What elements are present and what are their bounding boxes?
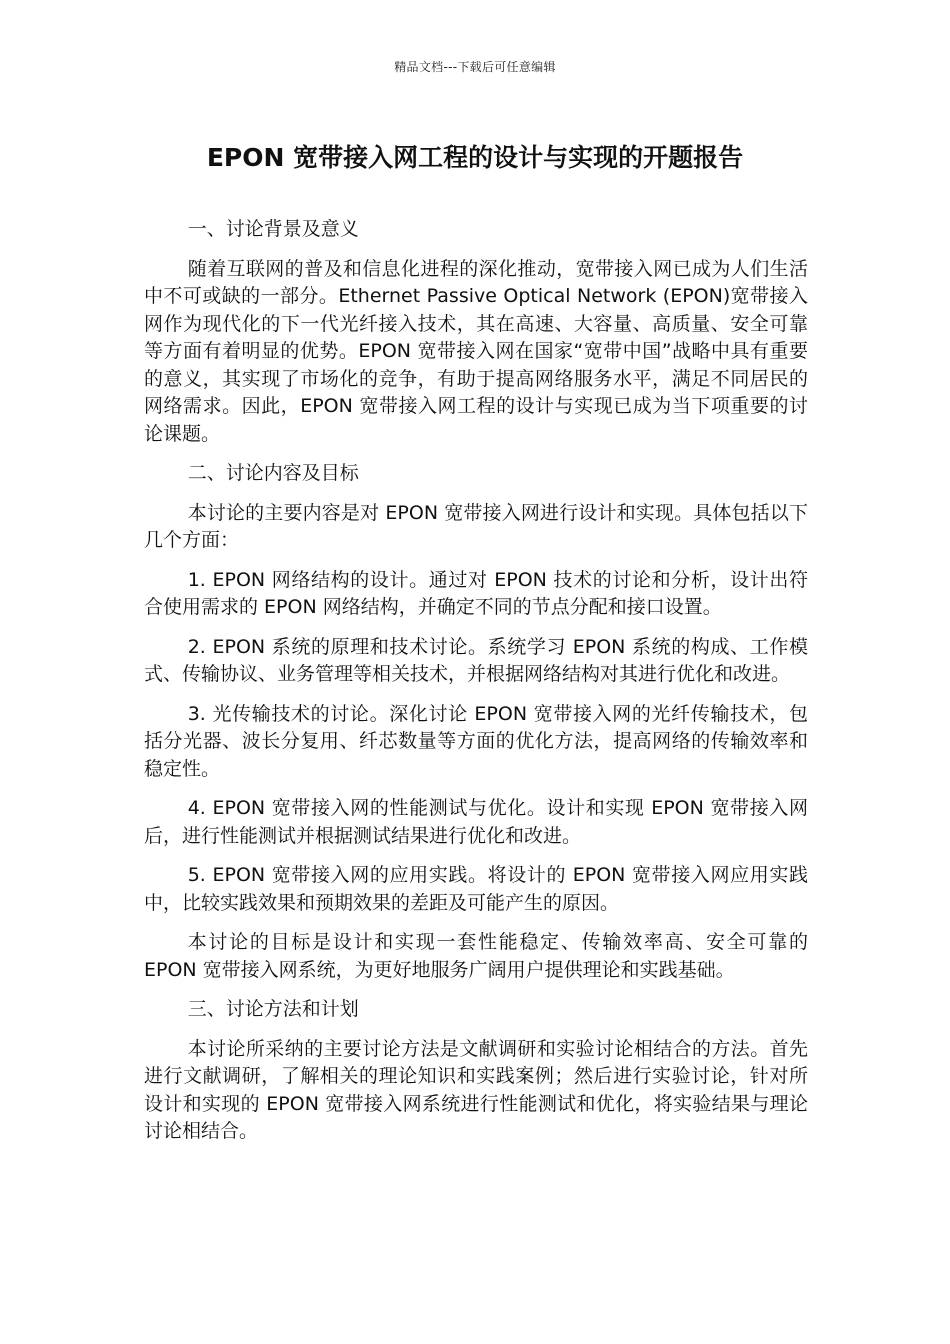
- paragraph-methods: 本讨论所采纳的主要讨论方法是文献调研和实验讨论相结合的方法。首先进行文献调研，了解相关的理论知识和实践案例；然后进行实验讨论，针对所设计和实现的 EPON 宽带接入网系统进行性能测试和优化，将实验结果与理论讨论相结合。: [144, 1037, 808, 1142]
- document-title: EPON 宽带接入网工程的设计与实现的开题报告: [206, 143, 744, 172]
- list-item-3: 3. 光传输技术的讨论。深化讨论 EPON 宽带接入网的光纤传输技术，包括分光器、波长分复用、纤芯数量等方面的优化方法，提高网络的传输效率和稳定性。: [144, 702, 808, 780]
- paragraph-goal: 本讨论的目标是设计和实现一套性能稳定、传输效率高、安全可靠的 EPON 宽带接入网系统，为更好地服务广阔用户提供理论和实践基础。: [144, 931, 808, 981]
- paragraph-content-intro: 本讨论的主要内容是对 EPON 宽带接入网进行设计和实现。具体包括以下几个方面：: [144, 501, 808, 551]
- section-heading-background: 一、讨论背景及意义: [187, 218, 359, 240]
- list-item-5: 5. EPON 宽带接入网的应用实践。将设计的 EPON 宽带接入网应用实践中，比较实践效果和预期效果的差距及可能产生的原因。: [144, 864, 808, 914]
- list-item-1: 1. EPON 网络结构的设计。通过对 EPON 技术的讨论和分析，设计出符合使用需求的 EPON 网络结构，并确定不同的节点分配和接口设置。: [144, 568, 808, 618]
- document-body: [144, 216, 808, 1158]
- header-note: 精品文档---下载后可任意编辑: [394, 60, 556, 74]
- paragraph-background: 随着互联网的普及和信息化进程的深化推动，宽带接入网已成为人们生活中不可或缺的一部分。Ethernet Passive Optical Network (EPON)宽带接入网作为现代化的下一代光纤接入技术，其在高速、大容量、高质量、安全可靠等方面有着明显的优势。EPON 宽带接入网在国家“宽带中国”战略中具有重要的意义，其实现了市场化的竞争，有助于提高网络服务水平，满足不同居民的网络需求。因此，EPON 宽带接入网工程的设计与实现已成为当下项重要的讨论课题。: [144, 257, 808, 445]
- section-heading-methods-plan: 三、讨论方法和计划: [187, 998, 359, 1020]
- list-item-2: 2. EPON 系统的原理和技术讨论。系统学习 EPON 系统的构成、工作模式、传输协议、业务管理等相关技术，并根据网络结构对其进行优化和改进。: [144, 635, 808, 685]
- list-item-4: 4. EPON 宽带接入网的性能测试与优化。设计和实现 EPON 宽带接入网后，进行性能测试并根据测试结果进行优化和改进。: [144, 797, 808, 847]
- section-heading-content-goals: 二、讨论内容及目标: [187, 462, 359, 484]
